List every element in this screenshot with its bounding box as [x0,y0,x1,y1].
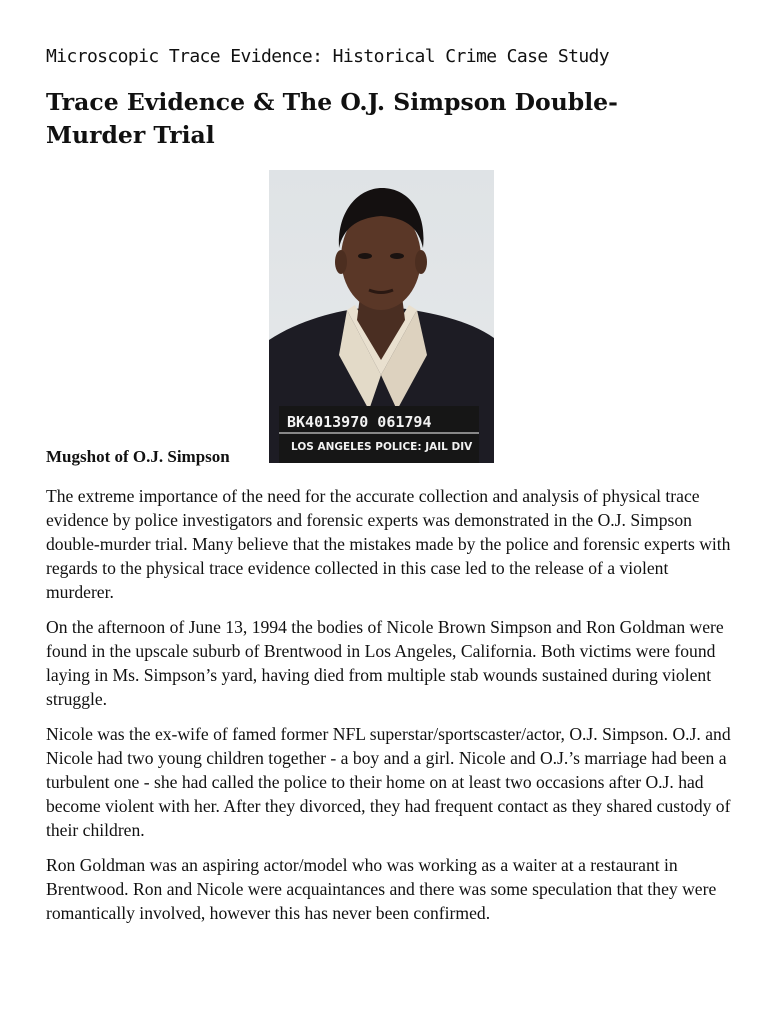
article-body [46,484,736,936]
section-kicker: Microscopic Trace Evidence: Historical Crime Case Study [46,46,610,67]
paragraph: On the afternoon of June 13, 1994 the bodies of Nicole Brown Simpson and Ron Goldman were found in the upscale suburb of Brentwood in Los Angeles, California. Both victims were found laying in Ms. Simpson’s yard, having died from multiple stab wounds sustained during violent struggle. [46,617,724,709]
paragraph: Nicole was the ex-wife of famed former NFL superstar/sportscaster/actor, O.J. Simpson. O.J. and Nicole had two young children together - a boy and a girl. Nicole and O.J.’s marriage had been a turbulent one - she had called the police to their home on at least two occasions after O.J. had become violent with her. After they divorced, they had frequent contact as they shared custody of their children. [46,724,731,840]
paragraph: The extreme importance of the need for the accurate collection and analysis of physical trace evidence by police investigators and forensic experts was demonstrated in the O.J. Simpson double-murder trial. Many believe that the mistakes made by the police and forensic experts with regards to the physical trace evidence collected in this case led to the release of a violent murderer. [46,486,731,602]
mugshot-photo [269,170,494,463]
paragraph: Ron Goldman was an aspiring actor/model who was working as a waiter at a restaurant in Brentwood. Ron and Nicole were acquaintances and there was some speculation that they were romantically involved, however this has never been confirmed. [46,855,717,923]
figure-caption: Mugshot of O.J. Simpson [46,447,230,466]
placard-agency: LOS ANGELES POLICE: JAIL DIV [291,441,473,453]
mugshot-illustration [269,170,494,463]
page-title: Trace Evidence & The O.J. Simpson Double-Murder Trial [46,88,618,149]
placard-booking-number: BK4013970 061794 [287,413,432,431]
